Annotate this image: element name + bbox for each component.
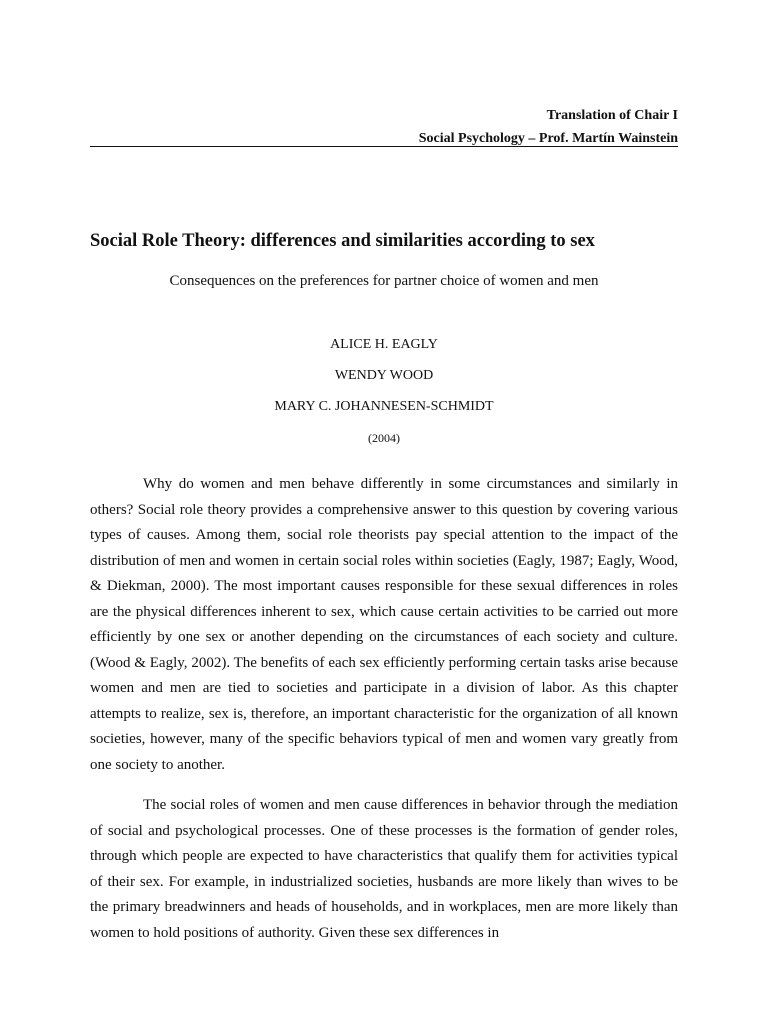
document-title: Social Role Theory: differences and similarities according to sex bbox=[90, 231, 595, 251]
author-name: ALICE H. EAGLY bbox=[330, 337, 438, 352]
page-header bbox=[90, 104, 678, 150]
body-paragraph: Why do women and men behave differently in some circumstances and similarly in others? Social role theory provides a comprehensive answer to this question by covering various types of causes. Among them, social role theorists pay special attention to the impact of the distribution of men and women in certain social roles within societies (Eagly, 1987; Eagly, Wood, & Diekman, 2000). The most important causes responsible for these sexual differences in roles are the physical differences inherent to sex, which cause certain activities to be carried out more efficiently by one sex or another depending on the circumstances of each society and culture. (Wood & Eagly, 2002). The benefits of each sex efficiently performing certain tasks arise because women and men are tied to societies and participate in a division of labor. As this chapter attempts to realize, sex is, therefore, an important characteristic for the organization of all known societies, however, many of the specific behaviors typical of men and women vary greatly from one society to another. bbox=[90, 476, 678, 773]
author-list bbox=[90, 334, 678, 427]
document-subtitle: Consequences on the preferences for partner choice of women and men bbox=[169, 273, 599, 289]
publication-year: (2004) bbox=[368, 431, 400, 445]
author-name: MARY C. JOHANNESEN-SCHMIDT bbox=[274, 399, 494, 414]
body-paragraph: The social roles of women and men cause differences in behavior through the mediation of social and psychological processes. One of these processes is the formation of gender roles, through which people are expected to have characteristics that qualify them for activities typical of their sex. For example, in industrialized societies, husbands are more likely than wives to be the primary breadwinners and heads of households, and in workplaces, men are more likely than women to hold positions of authority. Given these sex differences in bbox=[90, 797, 678, 941]
header-divider bbox=[90, 146, 678, 147]
author-name: WENDY WOOD bbox=[334, 368, 434, 383]
header-chair-line: Translation of Chair I bbox=[546, 108, 678, 123]
header-course-line: Social Psychology – Prof. Martín Wainstein bbox=[418, 131, 678, 146]
